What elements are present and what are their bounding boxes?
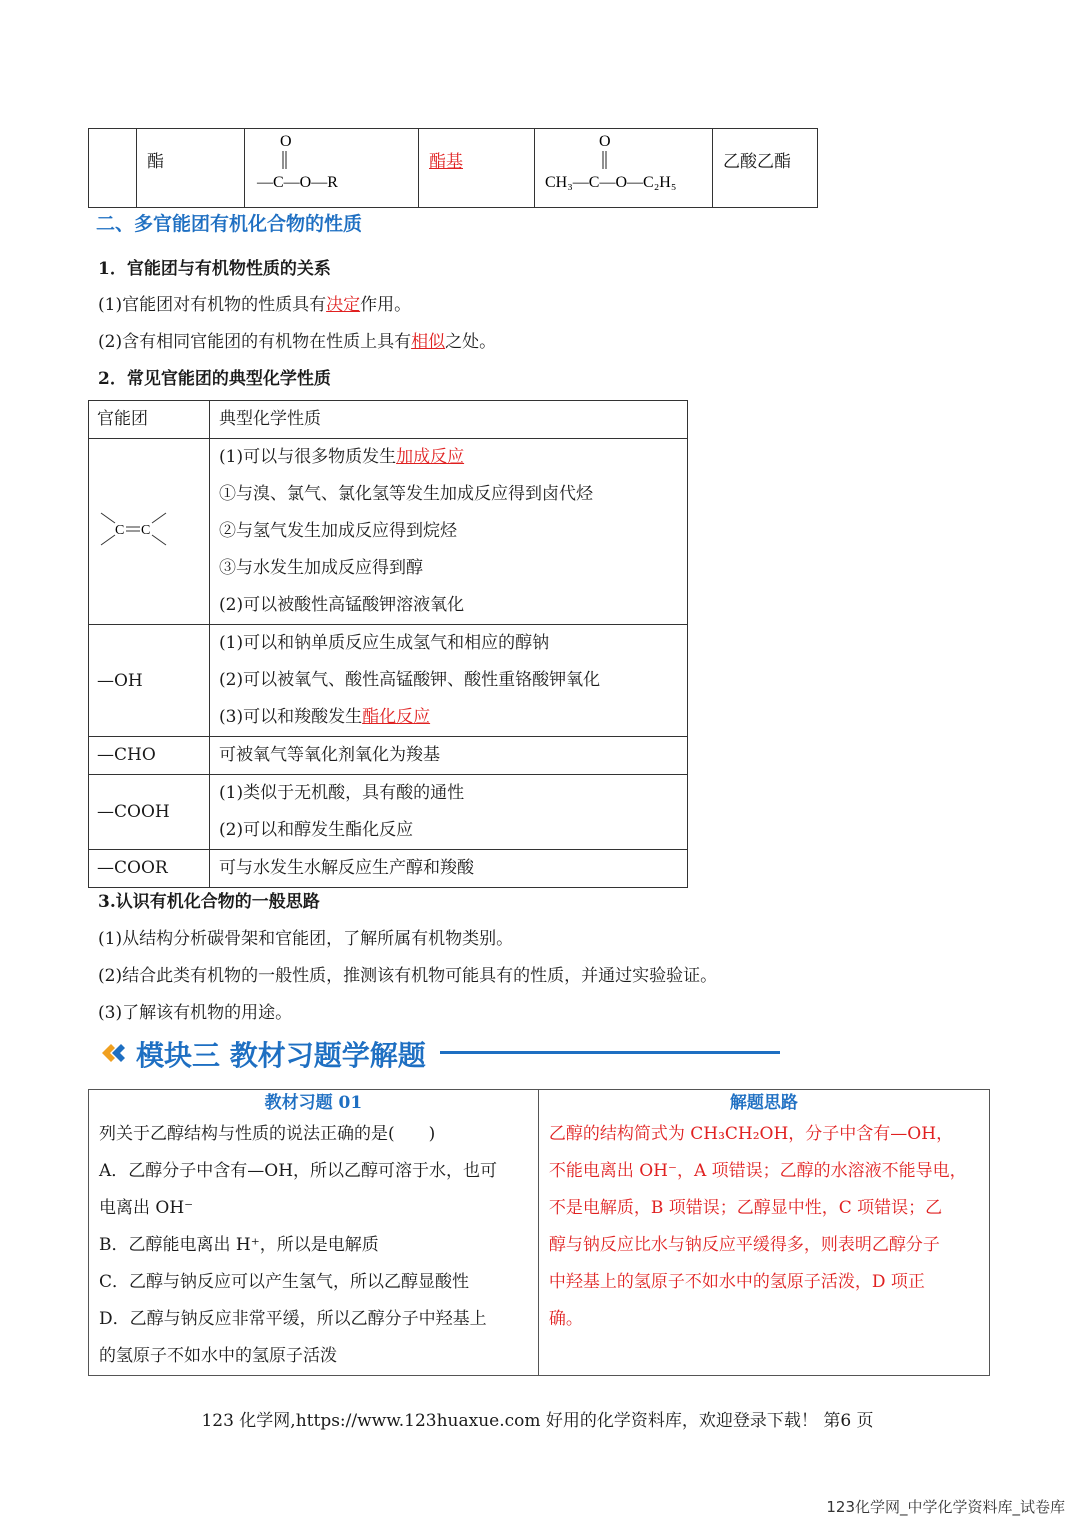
solution-line5: 中羟基上的氢原子不如水中的氢原子活泼，D 项正 (548, 1272, 925, 1292)
ester-example-name: 乙酸乙酯 (723, 152, 791, 172)
double-chevron-icon (100, 1040, 130, 1066)
option-d-line1: D．乙醇与钠反应非常平缓，所以乙醇分子中羟基上 (99, 1309, 487, 1329)
paragraph-2: (2)含有相同官能团的有机物在性质上具有相似之处。 (98, 332, 497, 352)
functional-group-table (88, 400, 688, 888)
ester-class-cell (137, 129, 245, 208)
question-stem: 列关于乙醇结构与性质的说法正确的是( ) (99, 1124, 436, 1144)
option-d-line2: 的氢原子不如水中的氢原子活泼 (99, 1346, 337, 1366)
ester-class: 酯 (147, 152, 164, 172)
formula-line: —C—O—R (257, 174, 338, 191)
solution-line4: 醇与钠反应比水与钠反应平缓得多，则表明乙醇分子 (548, 1235, 940, 1255)
option-a-line2: 电离出 OH⁻ (99, 1198, 194, 1218)
section3-p3: (3)了解该有机物的用途。 (98, 1003, 293, 1023)
ester-group-formula-cell (245, 129, 419, 208)
ester-group-name-cell (419, 129, 535, 208)
solution-line2: 不能电离出 OH⁻，A 项错误；乙醇的水溶液不能导电， (548, 1161, 967, 1181)
key-term-esterification: 酯化反应 (362, 707, 431, 727)
fg-header-group: 官能团 (89, 401, 210, 439)
fg-cooh-label: —COOH (89, 775, 210, 850)
solution-line3: 不是电解质，B 项错误；乙醇显中性，C 项错误；乙 (548, 1198, 943, 1218)
exercise-header: 教材习题 01 (264, 1093, 363, 1113)
fg-alkene-properties: (1)可以与很多物质发生加成反应 ①与溴、氯气、氯化氢等发生加成反应得到卤代烃 ②与氢气发生加成反应得到烷烃 ③与水发生加成反应得到醇 (2)可以被酸性高锰酸钾溶液氧化 (210, 439, 688, 625)
subsection1-title: 1．官能团与有机物性质的关系 (98, 259, 331, 279)
ester-example-name-cell (713, 129, 818, 208)
example-line: CH₃—C—O—C₂H₅ (545, 174, 677, 191)
option-c: C．乙醇与钠反应可以产生氢气，所以乙醇显酸性 (99, 1272, 470, 1292)
paragraph-1: (1)官能团对有机物的性质具有决定作用。 (98, 295, 412, 315)
fg-coor-label: —COOR (89, 850, 210, 888)
ester-blank-cell (89, 129, 137, 208)
watermark-text: 123化学网_中学化学资料库_试卷库 (826, 1498, 1065, 1516)
ester-table (88, 128, 818, 208)
ester-example-formula-cell (535, 129, 713, 208)
fg-alkene-cell (89, 439, 210, 625)
example-top-o: O (599, 133, 611, 150)
section3-title: 3.认识有机化合物的一般思路 (98, 892, 320, 912)
option-a-line1: A．乙醇分子中含有—OH，所以乙醇可溶于水，也可 (99, 1161, 498, 1181)
key-term-similar: 相似 (411, 332, 446, 352)
fg-cho-label: —CHO (89, 737, 210, 775)
module-divider (440, 1051, 780, 1054)
formula-top-o: O (280, 133, 292, 150)
svg-text:C: C (141, 523, 151, 538)
solution-line6: 确。 (548, 1309, 583, 1329)
section2-title: 二、多官能团有机化合物的性质 (96, 213, 363, 235)
exercise-right-cell (538, 1090, 989, 1376)
fg-oh-properties: (1)可以和钠单质反应生成氢气和相应的醇钠 (2)可以被氧气、酸性高锰酸钾、酸性重铬酸钾氧化 (3)可以和羧酸发生酯化反应 (210, 625, 688, 737)
fg-oh-label: —OH (89, 625, 210, 737)
fg-cooh-properties: (1)类似于无机酸，具有酸的通性 (2)可以和醇发生酯化反应 (210, 775, 688, 850)
alkene-double-bond-structure (89, 499, 209, 559)
key-term-addition: 加成反应 (396, 447, 465, 467)
fg-cho-properties: 可被氧气等氧化剂氧化为羧基 (210, 737, 688, 775)
ethyl-acetate-structure (535, 129, 712, 202)
exercise-left-cell (89, 1090, 539, 1376)
solution-line1: 乙醇的结构简式为 CH₃CH₂OH，分子中含有—OH， (548, 1124, 954, 1144)
exercise-table (88, 1089, 990, 1376)
subsection2-title: 2．常见官能团的典型化学性质 (98, 369, 331, 389)
ester-group-name: 酯基 (429, 152, 463, 172)
fg-header-property: 典型化学性质 (210, 401, 688, 439)
section3-p2: (2)结合此类有机物的一般性质，推测该有机物可能具有的性质，并通过实验验证。 (98, 966, 718, 986)
section3-p1: (1)从结构分析碳骨架和官能团，了解所属有机物类别。 (98, 929, 514, 949)
option-b: B．乙醇能电离出 H⁺，所以是电解质 (99, 1235, 379, 1255)
svg-text:C: C (115, 523, 125, 538)
key-term-decisive: 决定 (326, 295, 361, 315)
solution-header: 解题思路 (729, 1093, 798, 1113)
page-footer: 123 化学网,https://www.123huaxue.com 好用的化学资料库，欢迎登录下载！ 第6 页 (201, 1411, 874, 1431)
ester-group-structure (245, 129, 418, 202)
fg-coor-properties: 可与水发生水解反应生产醇和羧酸 (210, 850, 688, 888)
module-title: 模块三 教材习题学解题 (136, 1039, 426, 1072)
